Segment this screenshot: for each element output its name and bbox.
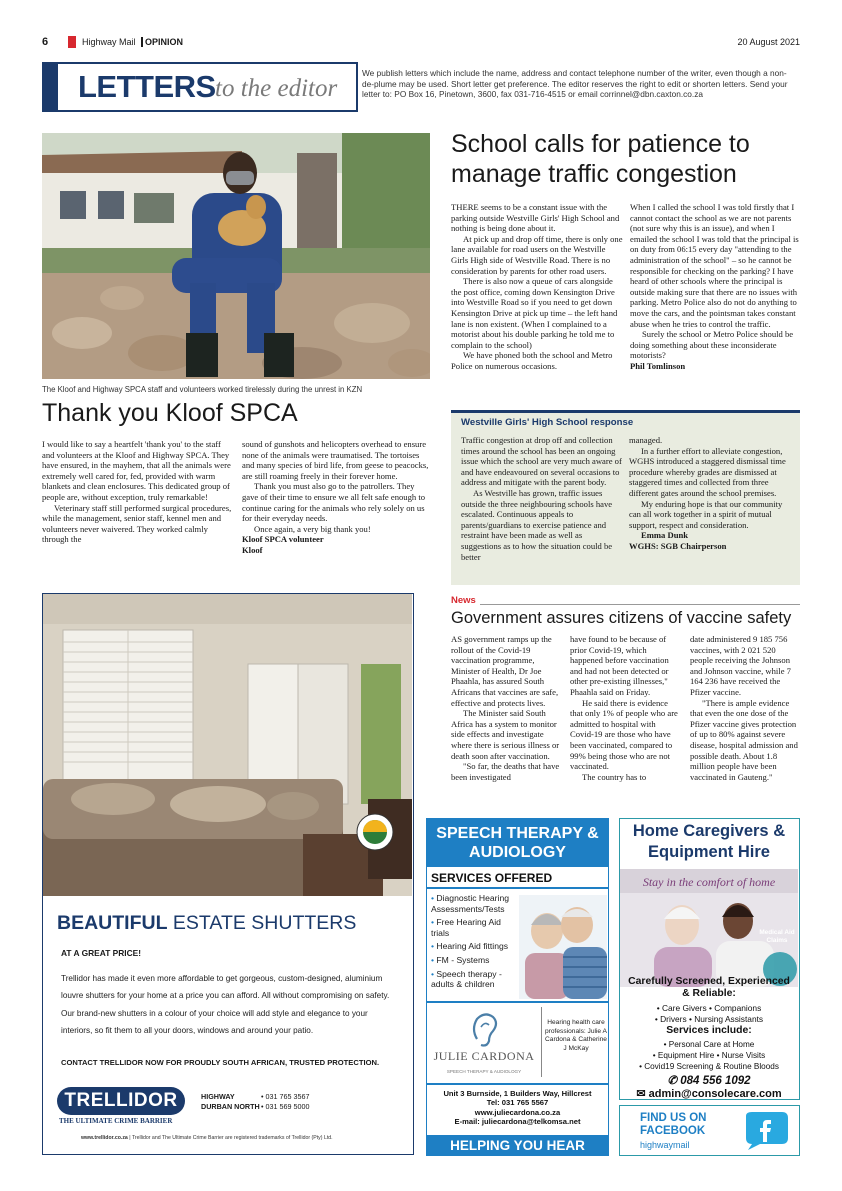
response-paragraph: As Westville has grown, traffic issues outside the three neighbouring schools have escalated. Continuous appeals to parents/guardians to exercise patience and restraint have been made as well as suggestions as to how the situation could be better <box>461 487 613 562</box>
roles-line-2: • Drivers • Nursing Assistants <box>654 1014 764 1024</box>
ear-icon <box>467 1009 503 1049</box>
speech-title: SPEECH THERAPY & AUDIOLOGY <box>427 819 608 867</box>
vaccine-headline: Government assures citizens of vaccine safety <box>451 609 792 627</box>
traffic-paragraph: We have phoned both the school and Metro Police on numerous occasions. <box>451 350 613 371</box>
vaccine-column-3 <box>690 634 800 782</box>
response-signature-title: WGHS: SGB Chairperson <box>629 540 727 551</box>
traffic-signature: Phil Tomlinson <box>630 360 686 371</box>
vaccine-paragraph: The country has to <box>582 771 647 782</box>
medical-aid-badge: Medical Aid Claims <box>759 929 795 944</box>
paper-name: Highway Mail <box>82 37 136 47</box>
traffic-headline: School calls for patience to manage traffic congestion <box>451 130 750 188</box>
caregivers-ad[interactable] <box>619 818 800 1100</box>
email-icon: ✉ <box>636 1088 646 1100</box>
spca-column-2 <box>242 439 430 556</box>
julie-logo-name: JULIE CARDONA <box>433 1049 535 1063</box>
vaccine-column-1 <box>451 634 561 782</box>
roles-line-1: • Care Givers • Companions <box>656 1003 762 1013</box>
vaccine-column-2 <box>570 634 680 782</box>
letters-subtitle: to the editor <box>215 75 338 102</box>
traffic-column-2 <box>630 202 800 372</box>
phone-durban-north[interactable]: 031 569 5000 <box>265 1102 310 1111</box>
trellidor-trademark: | Trellidor and The Ultimate Crime Barrier are registered trademarks of Trellidor (Pty) Ltd. <box>129 1135 333 1141</box>
trellidor-logo-text: TRELLIDOR <box>64 1090 178 1111</box>
traffic-paragraph: At pick up and drop off time, there is only one lane available for road users on the Westville Girls High side of Westville Road. There is no consideration by parents for other road users. <box>451 233 623 276</box>
spca-headline: Thank you Kloof SPCA <box>42 399 298 427</box>
facebook-icon[interactable] <box>738 1110 794 1152</box>
service-item: • Diagnostic Hearing Assessments/Tests <box>431 893 510 914</box>
service-item: • Hearing Aid fittings <box>431 941 509 952</box>
spca-paragraph: I would like to say a heartfelt 'thank you' to the staff and volunteers at the Kloof and Highway SPCA. They have ensured, in the mayhem, that all the animals were extremely well cared for, fed, provided with warm blankets and clean enclosures. This dedicated group of people are, without exception, truly remarkable! <box>42 439 231 502</box>
page-header <box>42 36 800 50</box>
trellidor-ad[interactable] <box>42 593 414 1155</box>
facebook-handle[interactable]: highwaymail <box>640 1140 690 1150</box>
red-tab <box>68 36 76 48</box>
spca-photo <box>42 133 430 379</box>
speech-therapy-ad[interactable] <box>426 818 609 1156</box>
speech-divider <box>427 1001 608 1003</box>
vaccine-paragraph: date administered 9 185 756 vaccines, with 2 021 520 people receiving the Johnson and Johnson vaccine, while 7 164 236 have received the Pfizer vaccine. <box>690 634 791 697</box>
shutters-photo <box>43 594 412 896</box>
response-paragraph: managed. <box>629 435 663 445</box>
service-item: • Free Hearing Aid trials <box>431 917 501 938</box>
letters-banner <box>42 62 358 112</box>
trellidor-contacts <box>201 1092 309 1112</box>
traffic-paragraph: Surely the school or Metro Police should be doing something about these inconsiderate motorists? <box>630 329 794 361</box>
spca-signature: Kloof SPCA volunteer <box>242 534 324 545</box>
branch-highway: HIGHWAY • 031 765 3567 <box>201 1092 310 1101</box>
traffic-paragraph: THERE seems to be a constant issue with the parking outside Westville Girls' High School and nothing is being done about it. <box>451 202 620 234</box>
trellidor-footer <box>81 1135 333 1141</box>
spca-paragraph: Veterinary staff still performed surgical procedures, while the management, senior staff, kennel men and volunteers never waivered. They worked calmly through the <box>42 502 232 545</box>
response-paragraph: Traffic congestion at drop off and collection times around the school has been an ongoing issue which the school are very much aware of and have endeavoured on several occasions to address and mitigate with the parent body. <box>461 435 622 488</box>
trellidor-logo <box>57 1087 185 1115</box>
speech-divider-2 <box>427 1083 608 1085</box>
letters-title: LETTERS <box>78 69 216 104</box>
news-tag: News <box>451 595 480 606</box>
spca-volunteer-image <box>42 133 430 379</box>
traffic-column-1 <box>451 202 623 372</box>
spca-paragraph: sound of gunshots and helicopters overhead to ensure none of the animals were traumatised. The tortoises and many species of bird life, from geese to peacocks, are still roaming freely in their forever home. <box>242 439 429 481</box>
vaccine-paragraph: "There is ample evidence that even the one dose of the Pfizer vaccine gives protection of up to 80% against severe disease, hospital admission and possible death. About 1.8 million people have been vaccinated in Gauteng." <box>690 697 798 782</box>
speech-email[interactable]: E-mail: juliecardona@telkomsa.net <box>454 1117 581 1127</box>
vaccine-paragraph: have found to be because of prior Covid-19, which happened before vaccination and had not been detected or other pre-existing illnesses," Phaahla said on Friday. <box>570 634 669 697</box>
speech-address: Unit 3 Burnside, 1 Builders Way, Hillcrest <box>443 1089 592 1098</box>
service-item: • Speech therapy - adults & children <box>431 968 502 990</box>
spca-location: Kloof <box>242 544 263 555</box>
vaccine-paragraph: AS government ramps up the rollout of the Covid-19 vaccination programme, Minister of Health, Dr Joe Phaahla, has assured South Africans that vaccines are safe, effective and protects lives. <box>451 634 559 708</box>
trellidor-headline <box>57 912 356 935</box>
section-divider <box>141 37 143 47</box>
spca-paragraph: Thank you must also go to the patrollers. They gave of their time to ensure we all felt safe enough to continue caring for the animals who rely solely on us for their everyday needs. <box>242 481 426 524</box>
trellidor-headline-rest: ESTATE SHUTTERS <box>172 912 357 934</box>
response-heading: Westville Girls' High School response <box>461 417 634 428</box>
caregivers-email-row[interactable] <box>620 1087 798 1100</box>
speech-contact <box>427 1089 608 1127</box>
trellidor-cta: CONTACT TRELLIDOR NOW FOR PROUDLY SOUTH AFRICAN, TRUSTED PROTECTION. <box>61 1058 380 1067</box>
speech-web[interactable]: www.juliecardona.co.za <box>474 1107 561 1117</box>
speech-footer: HELPING YOU HEAR <box>427 1135 608 1156</box>
news-rule <box>451 604 800 605</box>
response-signature-name: Emma Dunk <box>641 530 689 541</box>
vaccine-paragraph: He said there is evidence that only 1% of people who are admitted to hospital with Covid-19 are those who have been vaccinated, compared to 99% being those who are not vaccinated. <box>570 697 678 772</box>
response-column-2 <box>629 435 791 552</box>
traffic-paragraph: There is also now a queue of cars alongside the post office, coming down Kensington Drive into Westville Road so if you need to get down Kensington Drive at pick up time – the left hand lane is non existent. (When I complained to a motorist about his double parking he told me to complain to the school) <box>451 276 618 350</box>
trellidor-tagline: THE ULTIMATE CRIME BARRIER <box>59 1117 173 1125</box>
facebook-promo[interactable] <box>619 1105 800 1156</box>
spca-caption: The Kloof and Highway SPCA staff and volunteers worked tirelessly during the unrest in KZN <box>42 385 363 394</box>
screened-heading: Carefully Screened, Experienced & Reliable: <box>628 976 790 1000</box>
caregivers-phone-row[interactable] <box>620 1073 798 1087</box>
section-name: OPINION <box>145 37 184 47</box>
letters-notice: We publish letters which include the name, address and contact telephone number of the writer, even though a non-de-plume may be used. Short letter get preference. The editor reserves the right to edit or shorten letters. Send your letter to: PO Box 16, Pinetown, 3600, fax 031-716-4515 or email corrinnel@dbn.caxton.co.za <box>362 68 788 100</box>
trellidor-subhead: AT A GREAT PRICE! <box>61 948 142 958</box>
phone-icon: ✆ <box>667 1075 678 1087</box>
speech-vertical-rule <box>541 1007 542 1077</box>
facebook-line-2: FACEBOOK <box>640 1125 706 1137</box>
speech-tel[interactable]: Tel: 031 765 5567 <box>486 1098 549 1108</box>
caregivers-title: Home Caregivers & Equipment Hire <box>632 822 786 861</box>
elderly-couple-photo <box>519 895 607 999</box>
services-underline <box>427 887 608 889</box>
traffic-paragraph: When I called the school I was told firstly that I cannot contact the school as we are not parents (not sure why this is an issue), and when I emailed the school I was told that the principal is on duty from 06:15 every day "attending to the administration of the school" – so he cannot be responsible for checking on the parking? I have heard of other schools where the principal is outside making sure that there are no issues with parking. Metro Police also do not do anything to move the cars, and the pointsman takes constant abuse when he tries to control the traffic. <box>630 202 799 329</box>
professionals: Hearing health care professionals: Julie A Cardona & Catherine J McKay <box>545 1019 607 1052</box>
julie-logo-sub: SPEECH THERAPY & AUDIOLOGY <box>446 1069 522 1074</box>
banner-accent <box>44 64 58 110</box>
trellidor-headline-bold: BEAUTIFUL <box>57 912 168 934</box>
caregivers-roles <box>620 1003 798 1025</box>
services-heading: SERVICES OFFERED <box>431 871 553 885</box>
issue-date: 20 August 2021 <box>737 37 800 47</box>
trellidor-body: Trellidor has made it even more affordable to get gorgeous, custom-designed, aluminium louvre shutters for your home at a price you can afford. All without compromising on safety. Our brand-new shutters in a colour of your choice will add style and elegance to your interiors, so fit them to all your doors, windows and around your patio. <box>61 974 390 1036</box>
services-include: Services include: <box>666 1025 752 1036</box>
service-item: • FM - Systems <box>431 954 490 965</box>
services-line-2: • Equipment Hire • Nurse Visits <box>652 1051 766 1060</box>
response-paragraph: My enduring hope is that our community can all work together in a spirit of mutual support, respect and consideration. <box>629 498 783 530</box>
services-line-1: • Personal Care at Home <box>663 1040 755 1049</box>
response-paragraph: In a further effort to alleviate congestion, WGHS introduced a staggered dismissal time procedure whereby grades are dismissed at staggered times and collected from three different gates around the school premises. <box>629 445 786 498</box>
services-line-3: • Covid19 Screening & Routine Bloods <box>639 1062 779 1071</box>
spca-column-1 <box>42 439 232 545</box>
caregivers-email[interactable]: admin@consolecare.com <box>648 1088 782 1100</box>
services-list <box>431 893 521 990</box>
trellidor-url[interactable]: www.trellidor.co.za <box>81 1135 128 1141</box>
page-number: 6 <box>42 36 49 48</box>
response-column-1 <box>461 435 623 562</box>
spca-paragraph: Once again, a very big thank you! <box>254 523 371 534</box>
couple-image <box>519 895 607 999</box>
vaccine-paragraph: "So far, the deaths that have been investigated <box>451 761 560 782</box>
caregivers-phone[interactable]: 084 556 1092 <box>680 1075 751 1087</box>
living-room-image <box>43 594 412 896</box>
facebook-line-1: FIND US ON <box>640 1112 707 1124</box>
branch-durban-north: DURBAN NORTH• 031 569 5000 <box>201 1102 310 1111</box>
vaccine-paragraph: The Minister said South Africa has a system to monitor side effects and investigate where there is serious illness or death soon after vaccination. <box>451 708 560 761</box>
response-box <box>451 410 800 585</box>
caregivers-services <box>620 1039 798 1072</box>
phone-highway[interactable]: 031 765 3567 <box>265 1092 310 1101</box>
caregivers-tagline: Stay in the comfort of home <box>642 875 776 889</box>
